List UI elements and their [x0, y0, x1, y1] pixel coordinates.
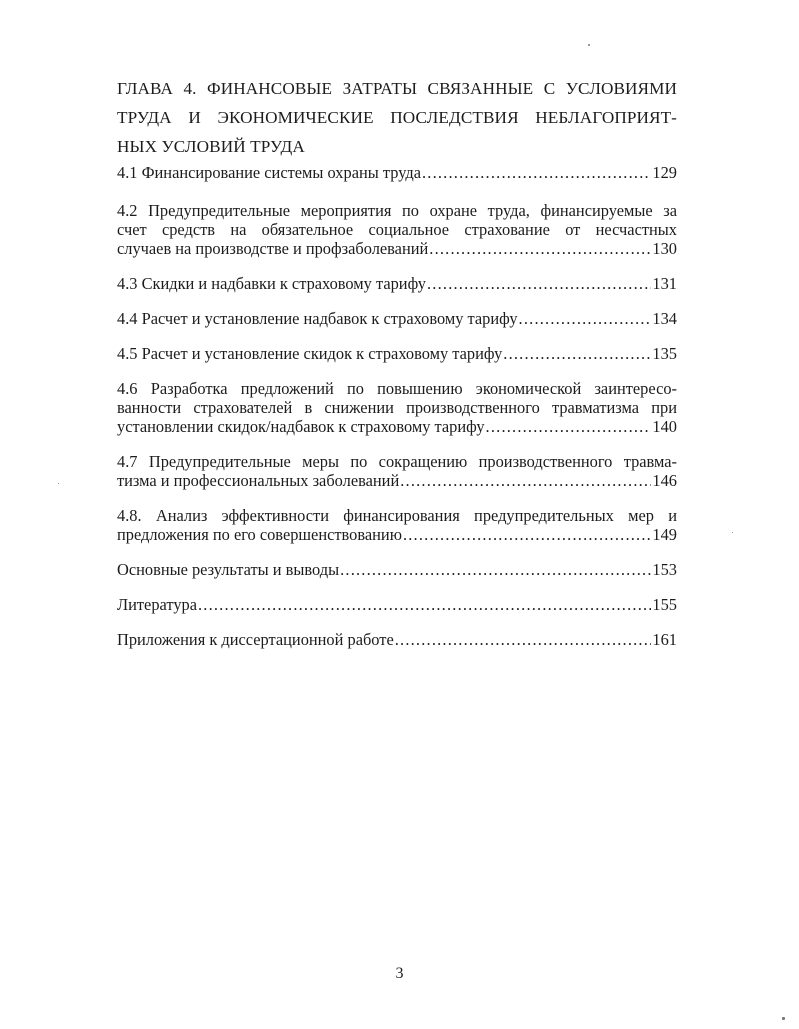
toc-entry-line: 4.8. Анализ эффективности финансирования предупредительных мер и: [117, 506, 677, 525]
toc-entry-title: Литература: [117, 595, 197, 614]
toc-entry-title: тизма и профессиональных заболеваний: [117, 471, 400, 490]
toc-entry-title: 4.4 Расчет и установление надбавок к страховому тарифу: [117, 309, 518, 328]
chapter-title-line: ГЛАВА 4. ФИНАНСОВЫЕ ЗАТРАТЫ СВЯЗАННЫЕ С УСЛОВИЯМИ: [117, 79, 677, 98]
dot-leader: [400, 471, 651, 490]
dot-leader: [403, 525, 651, 544]
toc-page-number: 149: [652, 525, 677, 544]
dot-leader: [503, 344, 651, 363]
toc-entry-4-8: [117, 506, 677, 544]
toc-page-number: 153: [652, 560, 677, 579]
scan-speck: [58, 483, 59, 484]
toc-entry-appendices: [117, 630, 677, 649]
toc-entry-4-3: [117, 274, 677, 293]
toc-entry-title: предложения по его совершенствованию: [117, 525, 402, 544]
toc-entry-line: счет средств на обязательное социальное страхование от несчастных: [117, 220, 677, 239]
chapter-title-line: НЫХ УСЛОВИЙ ТРУДА: [117, 137, 305, 156]
toc-entry-line: ванности страхователей в снижении производственного травматизма при: [117, 398, 677, 417]
toc-page-number: 129: [652, 163, 677, 182]
chapter-title: [117, 74, 677, 161]
toc-entry-line: [117, 274, 677, 293]
page-number: 3: [395, 965, 404, 982]
toc-page-number: 135: [652, 344, 677, 363]
toc-entry-results: [117, 560, 677, 579]
toc-entry-line: [117, 239, 677, 258]
toc-entry-line: [117, 525, 677, 544]
dot-leader: [429, 239, 651, 258]
toc-entry-literature: [117, 595, 677, 614]
toc-entry-4-4: [117, 309, 677, 328]
dot-leader: [395, 630, 652, 649]
toc-page-number: 130: [652, 239, 677, 258]
dot-leader: [422, 163, 651, 182]
toc-page-number: 146: [652, 471, 677, 490]
toc-entry-line: [117, 309, 677, 328]
toc-entry-title: 4.3 Скидки и надбавки к страховому тарифу: [117, 274, 426, 293]
toc-entry-line: [117, 344, 677, 363]
dot-leader: [198, 595, 651, 614]
toc-entry-title: 4.1 Финансирование системы охраны труда: [117, 163, 421, 182]
toc-entry-line: [117, 595, 677, 614]
toc-entry-4-6: [117, 379, 677, 436]
dot-leader: [340, 560, 651, 579]
toc-page-number: 134: [652, 309, 677, 328]
toc-entry-4-2: [117, 201, 677, 258]
toc-entry-line: [117, 417, 677, 436]
toc-entry-line: [117, 560, 677, 579]
scan-speck: [588, 44, 590, 46]
dot-leader: [427, 274, 651, 293]
toc-page-number: 161: [652, 630, 677, 649]
toc-page-number: 131: [652, 274, 677, 293]
toc-entry-line: [117, 471, 677, 490]
toc-entry-title: Основные результаты и выводы: [117, 560, 340, 579]
toc-entry-line: 4.2 Предупредительные мероприятия по охране труда, финансируемые за: [117, 201, 677, 220]
toc-entry-4-1: [117, 163, 677, 182]
toc-entry-title: установлении скидок/надбавок к страховому тарифу: [117, 417, 485, 436]
chapter-title-line: ТРУДА И ЭКОНОМИЧЕСКИЕ ПОСЛЕДСТВИЯ НЕБЛАГОПРИЯТ-: [117, 108, 677, 127]
toc-page-number: 155: [652, 595, 677, 614]
toc-entry-line: [117, 630, 677, 649]
toc-entry-title: случаев на производстве и профзаболеваний: [117, 239, 429, 258]
dot-leader: [486, 417, 652, 436]
scan-speck: [782, 1017, 785, 1020]
dot-leader: [519, 309, 652, 328]
toc-page-number: 140: [652, 417, 677, 436]
toc-entry-line: 4.6 Разработка предложений по повышению экономической заинтересо-: [117, 379, 677, 398]
toc-entry-line: 4.7 Предупредительные меры по сокращению производственного травма-: [117, 452, 677, 471]
toc-entry-4-7: [117, 452, 677, 490]
toc-entry-line: [117, 163, 677, 182]
toc-entry-4-5: [117, 344, 677, 363]
toc-entry-title: Приложения к диссертационной работе: [117, 630, 394, 649]
table-of-contents: [117, 74, 677, 649]
toc-entry-title: 4.5 Расчет и установление скидок к страховому тарифу: [117, 344, 503, 363]
scan-speck: [732, 532, 733, 533]
